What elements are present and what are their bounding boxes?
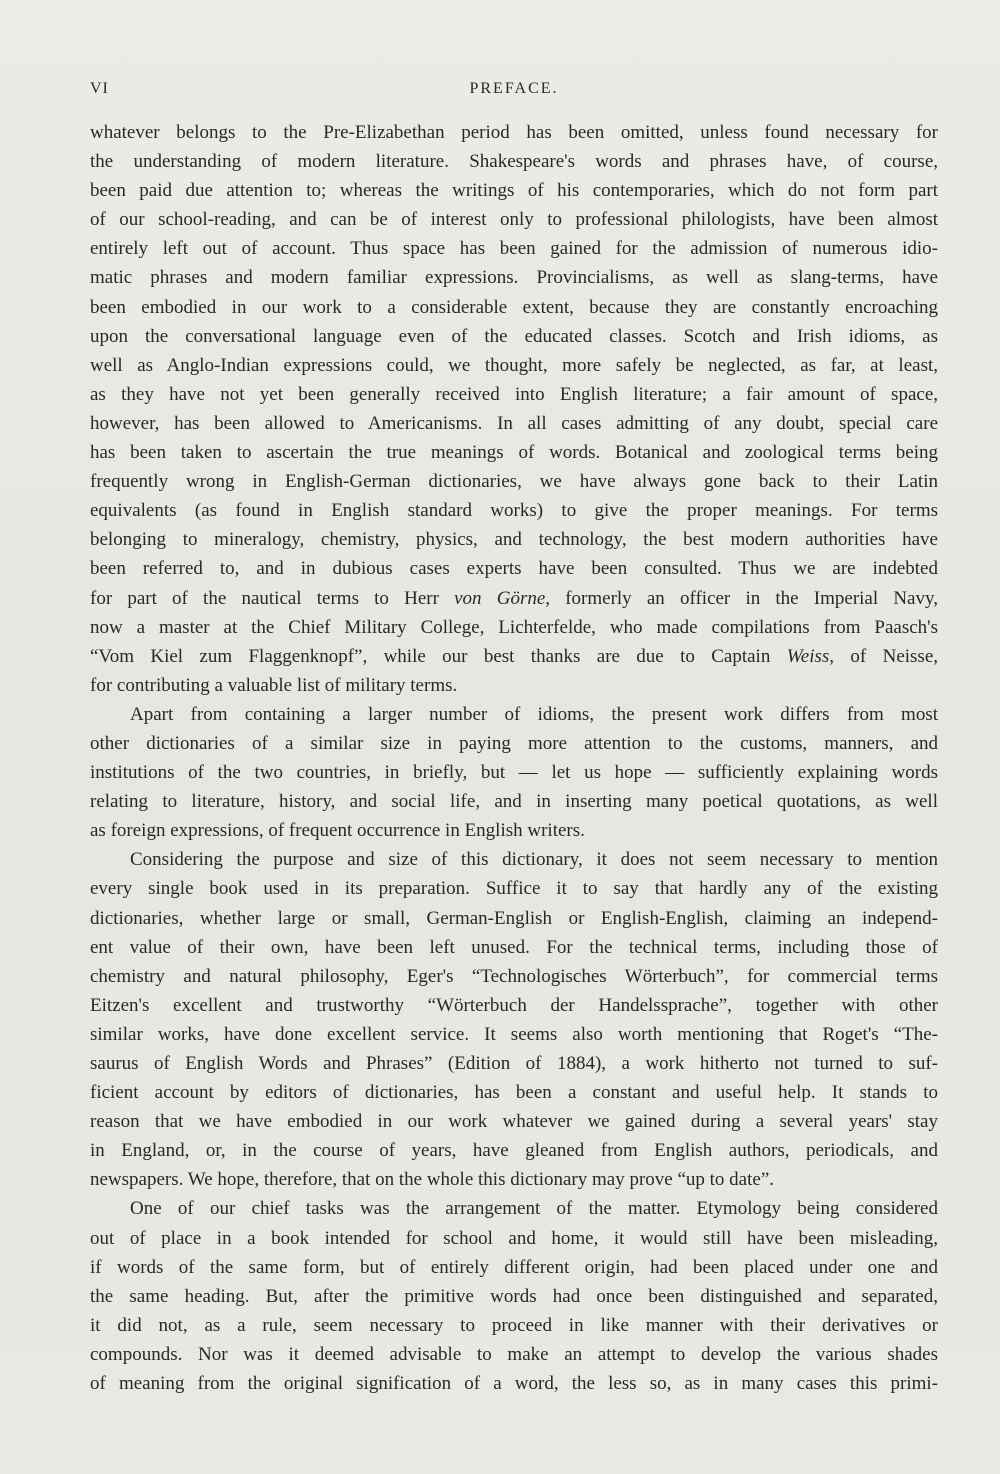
- text-line: [90, 729, 938, 758]
- text-run: ficient account by editors of dictionaries, has been a constant and useful help. It stands to: [90, 1082, 938, 1104]
- text-run: saurus of English Words and Phrases” (Edition of 1884), a work hitherto not turned to suf-: [90, 1053, 938, 1074]
- text-line: [90, 991, 938, 1020]
- text-line: [90, 642, 938, 671]
- text-run: the same heading. But, after the primitive words had once been distinguished and separated,: [90, 1285, 938, 1307]
- text-run: entirely left out of account. Thus space has been gained for the admission of numerous idio-: [90, 238, 938, 260]
- text-line: [90, 496, 938, 525]
- text-run: frequently wrong in English-German dictionaries, we have always gone back to their Latin: [90, 471, 938, 493]
- text-line: [90, 1253, 938, 1282]
- text-run: for part of the nautical terms to Herr: [90, 587, 455, 609]
- text-line: [90, 1049, 938, 1078]
- text-line: [90, 758, 938, 787]
- text-line: [90, 700, 938, 729]
- text-line: [90, 1282, 938, 1311]
- text-line: [90, 816, 938, 845]
- text-line: [90, 1369, 938, 1398]
- text-run: newspapers. We hope, therefore, that on the whole this dictionary may prove “up to date”.: [90, 1169, 775, 1191]
- text-line: [90, 787, 938, 816]
- text-line: [90, 118, 938, 147]
- text-run: compounds. Nor was it deemed advisable to make an attempt to develop the various shades: [90, 1343, 938, 1365]
- text-run: been paid due attention to; whereas the writings of his contemporaries, which do not form part: [90, 180, 938, 202]
- text-run: of Neisse,: [834, 645, 938, 667]
- text-line: [90, 933, 938, 962]
- text-run: now a master at the Chief Military College, Lichterfelde, who made compilations from Paasch's: [90, 616, 938, 638]
- text-line: [90, 293, 938, 322]
- text-line: [90, 176, 938, 205]
- text-line: [90, 1194, 938, 1223]
- text-line: [90, 1311, 938, 1340]
- text-run: well as Anglo-Indian expressions could, we thought, more safely be neglected, as far, at least,: [90, 354, 938, 376]
- paragraph: [90, 118, 938, 700]
- text-line: [90, 351, 938, 380]
- text-run: it did not, as a rule, seem necessary to proceed in like manner with their derivatives or: [90, 1314, 938, 1336]
- text-run: Eitzen's excellent and trustworthy “Wörterbuch der Handelssprache”, together with other: [90, 994, 938, 1016]
- text-line: [90, 467, 938, 496]
- text-run: however, has been allowed to Americanisms. In all cases admitting of any doubt, special care: [90, 412, 938, 434]
- text-run: ent value of their own, have been left unused. For the technical terms, including those of: [90, 936, 938, 958]
- text-line: [90, 1340, 938, 1369]
- text-line: [90, 874, 938, 903]
- text-line: [90, 409, 938, 438]
- text-run: matic phrases and modern familiar expressions. Provincialisms, as well as slang-terms, have: [90, 267, 938, 289]
- text-run: been referred to, and in dubious cases experts have been consulted. Thus we are indebted: [90, 558, 938, 580]
- text-run: of our school-reading, and can be of interest only to professional philologists, have been almost: [90, 209, 938, 231]
- text-run: if words of the same form, but of entirely different origin, had been placed under one and: [90, 1256, 938, 1278]
- text-line: [90, 845, 938, 874]
- running-title: PREFACE.: [469, 80, 559, 97]
- text-run: for contributing a valuable list of military terms.: [90, 674, 458, 696]
- text-run: equivalents (as found in English standard works) to give the proper meanings. For terms: [90, 500, 938, 522]
- text-run: been embodied in our work to a considerable extent, because they are constantly encroaching: [90, 296, 938, 318]
- text-run: out of place in a book intended for school and home, it would still have been misleading,: [90, 1227, 938, 1249]
- text-line: [90, 205, 938, 234]
- text-line: [90, 1020, 938, 1049]
- text-run: dictionaries, whether large or small, German-English or English-English, claiming an independ-: [90, 907, 938, 929]
- text-run: institutions of the two countries, in briefly, but — let us hope — sufficiently explaining words: [90, 762, 938, 784]
- text-run: belonging to mineralogy, chemistry, physics, and technology, the best modern authorities have: [90, 529, 938, 551]
- text-line: [90, 962, 938, 991]
- paragraph: [90, 845, 938, 1194]
- text-line: [90, 584, 938, 613]
- text-run: “Vom Kiel zum Flaggenknopf”, while our best thanks are due to Captain: [90, 645, 787, 667]
- text-run: the understanding of modern literature. Shakespeare's words and phrases have, of course,: [90, 151, 938, 173]
- text-run: whatever belongs to the Pre-Elizabethan period has been omitted, unless found necessary for: [90, 122, 938, 143]
- paragraph: [90, 1194, 938, 1398]
- text-run: Considering the purpose and size of this dictionary, it does not seem necessary to mention: [130, 849, 938, 871]
- text-line: [90, 525, 938, 554]
- text-line: [90, 438, 938, 467]
- italic-name: Weiss,: [786, 645, 835, 667]
- text-run: as they have not yet been generally received into English literature; a fair amount of space,: [90, 383, 938, 405]
- text-line: [90, 380, 938, 409]
- text-run: similar works, have done excellent service. It seems also worth mentioning that Roget's “The-: [90, 1023, 938, 1045]
- italic-name: von Görne,: [454, 587, 551, 609]
- text-run: every single book used in its preparation. Suffice it to say that hardly any of the existing: [90, 878, 938, 900]
- text-run: as foreign expressions, of frequent occurrence in English writers.: [90, 820, 585, 842]
- text-line: [90, 1107, 938, 1136]
- preface-body-text: [90, 118, 938, 1398]
- text-line: [90, 1224, 938, 1253]
- text-line: [90, 1165, 938, 1194]
- text-line: [90, 1136, 938, 1165]
- text-line: [90, 234, 938, 263]
- text-run: One of our chief tasks was the arrangement of the matter. Etymology being considered: [130, 1198, 938, 1220]
- text-run: has been taken to ascertain the true meanings of words. Botanical and zoological terms being: [90, 442, 938, 464]
- text-run: Apart from containing a larger number of idioms, the present work differs from most: [130, 703, 938, 725]
- text-run: in England, or, in the course of years, have gleaned from English authors, periodicals, and: [90, 1140, 938, 1162]
- text-run: of meaning from the original signification of a word, the less so, as in many cases this primi-: [90, 1373, 938, 1395]
- text-line: [90, 147, 938, 176]
- paragraph: [90, 700, 938, 845]
- text-run: reason that we have embodied in our work whatever we gained during a several years' stay: [90, 1111, 938, 1133]
- text-line: [90, 263, 938, 292]
- text-line: [90, 904, 938, 933]
- page-number: VI: [90, 80, 109, 97]
- text-line: [90, 554, 938, 583]
- page-header: [90, 80, 938, 104]
- text-line: [90, 671, 938, 700]
- text-run: chemistry and natural philosophy, Eger's “Technologisches Wörterbuch”, for commercial terms: [90, 965, 938, 987]
- text-run: other dictionaries of a similar size in paying more attention to the customs, manners, and: [90, 732, 938, 754]
- text-line: [90, 613, 938, 642]
- text-line: [90, 322, 938, 351]
- text-run: relating to literature, history, and social life, and in inserting many poetical quotations, as well: [90, 791, 938, 813]
- text-run: upon the conversational language even of the educated classes. Scotch and Irish idioms, as: [90, 325, 938, 347]
- text-run: formerly an officer in the Imperial Navy,: [550, 587, 938, 609]
- text-line: [90, 1078, 938, 1107]
